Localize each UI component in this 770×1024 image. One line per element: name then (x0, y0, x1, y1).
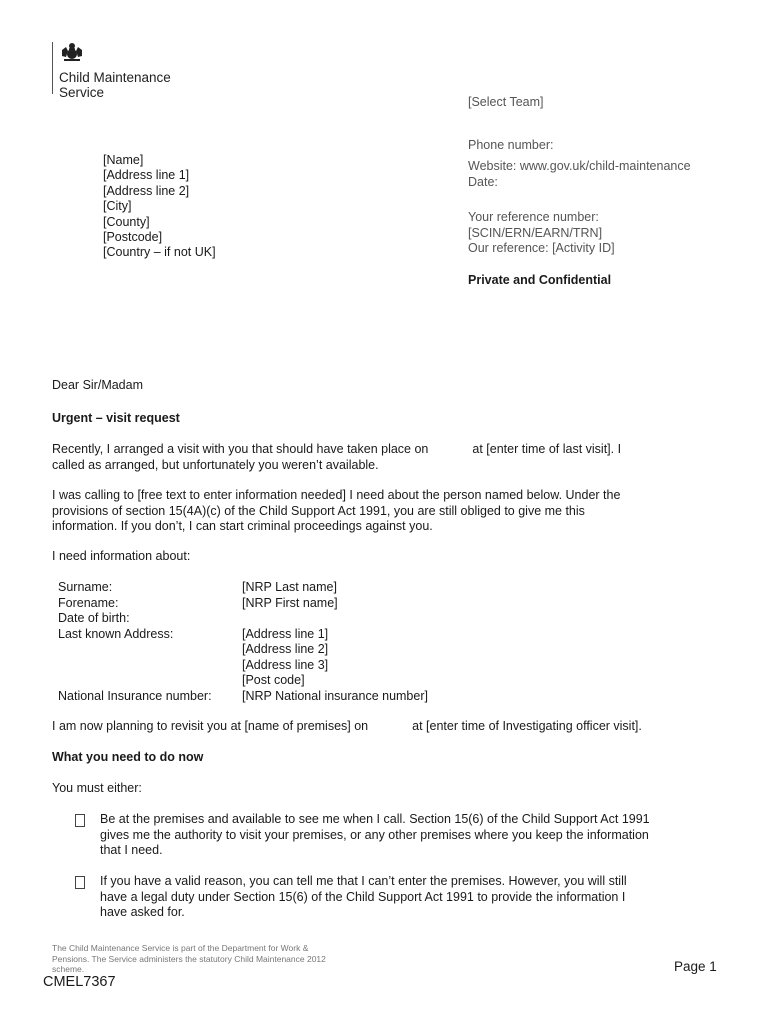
paragraph-1-part-a: Recently, I arranged a visit with you that should have taken place on (52, 442, 429, 456)
surname-row (58, 580, 428, 596)
need-info: I need information about: (52, 549, 191, 563)
recipient-city: [City] (103, 199, 132, 214)
bullet-1-line-2: gives me the authority to visit your premises, or any other premises where you keep the information (100, 827, 649, 842)
address-line-3: [Address line 3] (242, 657, 329, 672)
address-lines (242, 627, 328, 689)
cms-logo (52, 42, 171, 100)
forename-value: [NRP First name] (242, 595, 338, 610)
dob-label: Date of birth: (58, 611, 130, 625)
ni-row (58, 689, 428, 705)
paragraph-2-line-2: provisions of section 15(4A)(c) of the Child Support Act 1991, you are still obliged to give me this (52, 503, 585, 518)
logo-line-2: Service (59, 84, 105, 100)
logo-text (59, 70, 171, 100)
recipient-address-line-1: [Address line 1] (103, 168, 190, 183)
website: Website: www.gov.uk/child-maintenance (468, 159, 691, 173)
checkbox-icon (75, 814, 85, 827)
royal-crest-icon (59, 42, 85, 62)
paragraph-1 (52, 442, 712, 473)
form-code: CMEL7367 (43, 974, 116, 990)
paragraph-2 (52, 488, 712, 535)
footer-note (52, 943, 397, 975)
bullet-2-line-1: If you have a valid reason, you can tell me that I can’t enter the premises. However, you will still (100, 874, 627, 888)
footer-line-3: scheme. (52, 964, 85, 974)
your-reference-value: [SCIN/ERN/EARN/TRN] (468, 226, 603, 240)
todo-heading: What you need to do now (52, 750, 204, 764)
revisit-part-a: I am now planning to revisit you at [name of premises] on (52, 719, 369, 733)
footer-line-2: Pensions. The Service administers the statutory Child Maintenance 2012 (52, 953, 326, 964)
footer-line-1: The Child Maintenance Service is part of the Department for Work & (52, 943, 309, 953)
paragraph-2-line-3: information. If you don’t, I can start criminal proceedings against you. (52, 519, 433, 533)
private-confidential: Private and Confidential (468, 273, 612, 287)
bullet-1-line-1: Be at the premises and available to see me when I call. Section 15(6) of the Child Support Act 1991 (100, 812, 650, 826)
ni-value: [NRP National insurance number] (242, 688, 428, 703)
recipient-postcode: [Postcode] (103, 230, 163, 245)
logo-line-1: Child Maintenance (59, 69, 171, 85)
address-row (58, 627, 428, 689)
page-number: Page 1 (674, 959, 717, 974)
checkbox-icon (75, 876, 85, 889)
revisit-part-b: at [enter time of Investigating officer visit]. (412, 719, 642, 733)
surname-value: [NRP Last name] (242, 580, 337, 594)
forename-label: Forename: (58, 595, 119, 610)
paragraph-2-line-1: I was calling to [free text to enter information needed] I need about the person named below. Under the (52, 488, 621, 502)
dob-row (58, 611, 428, 627)
bullet-1 (75, 812, 725, 859)
address-line-1: [Address line 1] (242, 626, 329, 641)
address-line-2: [Address line 2] (242, 642, 329, 656)
person-info-table (58, 580, 428, 704)
our-reference: Our reference: [Activity ID] (468, 241, 615, 255)
bullet-1-line-3: that I need. (100, 843, 163, 857)
address-label: Last known Address: (58, 626, 174, 641)
select-team: [Select Team] (468, 95, 544, 109)
ni-label: National Insurance number: (58, 688, 212, 703)
recipient-county: [County] (103, 214, 150, 229)
forename-row (58, 596, 428, 612)
revisit-paragraph (52, 719, 712, 735)
letter-date: Date: (468, 175, 498, 189)
bullet-2-line-2: have a legal duty under Section 15(6) of the Child Support Act 1991 to provide the information I (100, 889, 626, 904)
your-reference-label: Your reference number: (468, 210, 599, 224)
address-postcode: [Post code] (242, 673, 305, 687)
recipient-name: [Name] (103, 153, 144, 167)
must-either: You must either: (52, 781, 142, 795)
recipient-country: [Country – if not UK] (103, 245, 216, 260)
salutation: Dear Sir/Madam (52, 378, 143, 392)
recipient-address-line-2: [Address line 2] (103, 183, 190, 198)
recipient-address (103, 153, 216, 261)
paragraph-1-part-b: at [enter time of last visit]. I (472, 442, 622, 456)
paragraph-1-line-2: called as arranged, but unfortunately you weren’t available. (52, 457, 379, 472)
bullet-2 (75, 874, 725, 921)
letter-heading: Urgent – visit request (52, 411, 180, 425)
surname-label: Surname: (58, 580, 113, 594)
phone-number: Phone number: (468, 138, 554, 152)
bullet-2-line-3: have asked for. (100, 905, 185, 919)
